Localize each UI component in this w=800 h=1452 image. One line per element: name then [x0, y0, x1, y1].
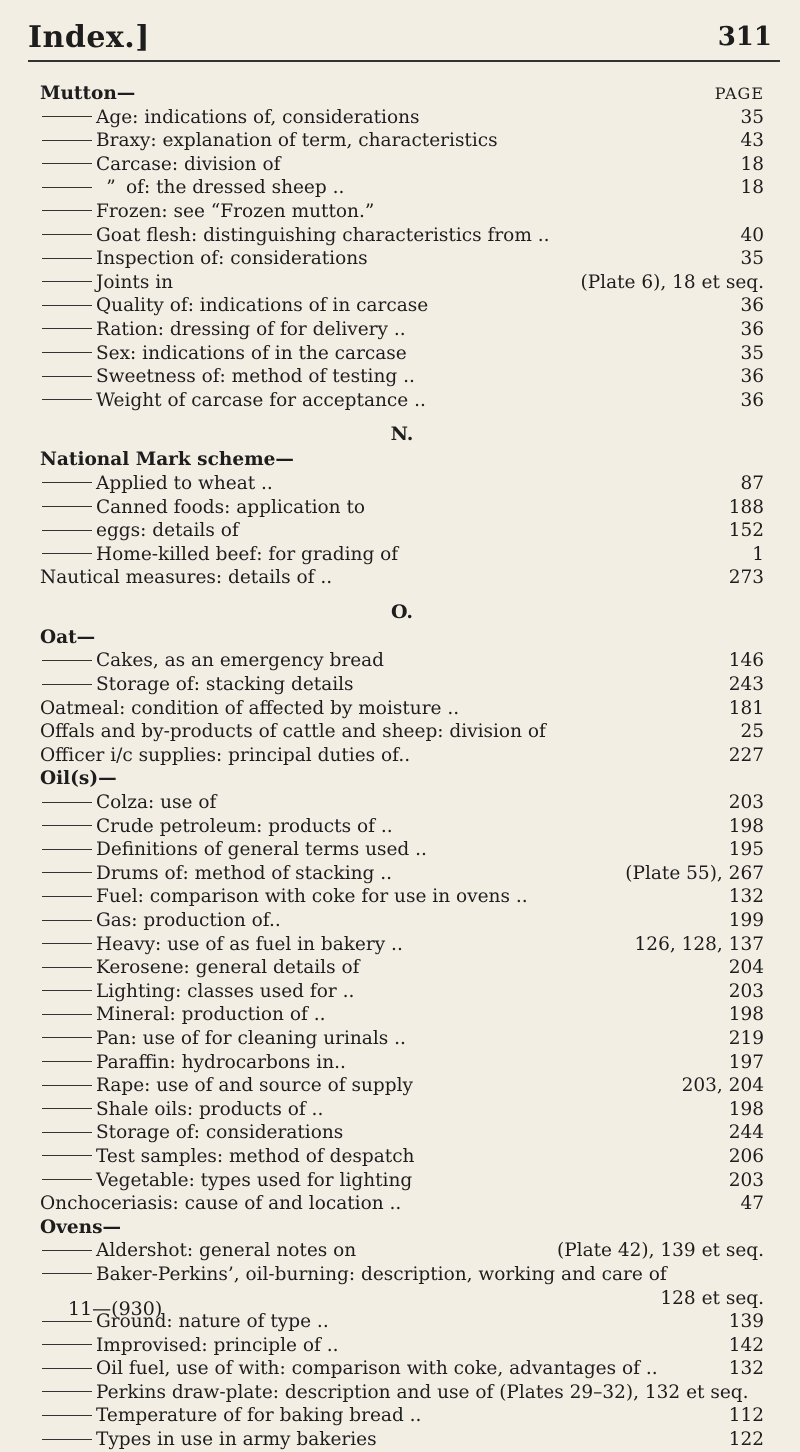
ditto-dash	[42, 990, 92, 991]
entry-page-ref: 25	[740, 721, 764, 743]
entry-text: of: the dressed sheep ..	[126, 177, 345, 199]
entry-page-ref: 188	[728, 496, 764, 518]
index-entry	[40, 1216, 764, 1240]
entry-page-ref: 35	[740, 342, 764, 364]
index-entry	[40, 697, 764, 721]
ditto-dash	[42, 802, 92, 803]
index-entry	[40, 129, 764, 153]
ditto-mark: ”	[106, 177, 116, 199]
ditto-dash	[42, 506, 92, 507]
index-entry	[40, 885, 764, 909]
index-entry	[40, 744, 764, 768]
entry-text: Aldershot: general notes on	[96, 1240, 357, 1262]
entry-text: Oil(s)—	[40, 768, 117, 790]
index-entry	[40, 909, 764, 933]
index-entry	[40, 1003, 764, 1027]
entry-text: Nautical measures: details of ..	[40, 567, 333, 589]
entry-text: Heavy: use of as fuel in bakery ..	[96, 933, 403, 955]
entry-text: eggs: details of	[96, 520, 239, 542]
ditto-dash	[42, 825, 92, 826]
ditto-dash	[42, 1061, 92, 1062]
ditto-dash	[42, 376, 92, 377]
entry-text: Shale oils: products of ..	[96, 1098, 324, 1120]
entry-text: Paraffin: hydrocarbons in..	[96, 1051, 346, 1073]
entry-page-ref: 87	[740, 472, 764, 494]
entry-text: Ovens—	[40, 1216, 122, 1238]
ditto-dash	[42, 660, 92, 661]
entry-text: Oatmeal: condition of affected by moisture ..	[40, 697, 460, 719]
entry-page-ref: 40	[740, 224, 764, 246]
entry-page-ref: 197	[728, 1051, 764, 1073]
entry-text: Inspection of: considerations	[96, 248, 368, 270]
entry-text: Goat flesh: distinguishing characteristics from ..	[96, 224, 550, 246]
printer-signature: 11—(930)	[68, 1298, 163, 1320]
index-entry	[40, 294, 764, 318]
ditto-dash	[42, 163, 92, 164]
entry-page-ref: 203	[728, 980, 764, 1002]
entry-text: Cakes, as an emergency bread	[96, 650, 385, 672]
index-entry	[40, 1263, 764, 1287]
ditto-dash	[42, 140, 92, 141]
ditto-dash	[42, 896, 92, 897]
index-entry	[40, 106, 764, 130]
ditto-dash	[42, 187, 92, 188]
ditto-dash	[42, 305, 92, 306]
index-entry	[40, 791, 764, 815]
index-entry	[40, 862, 764, 886]
entry-text: Colza: use of	[96, 792, 217, 814]
entry-text: Offals and by-products of cattle and sheep: division of	[40, 721, 546, 743]
entry-text: Crude petroleum: products of ..	[96, 815, 393, 837]
index-entry	[40, 365, 764, 389]
index-entry	[40, 200, 764, 224]
ditto-dash	[42, 872, 92, 873]
ditto-dash	[42, 328, 92, 329]
entry-text: Test samples: method of despatch	[96, 1145, 415, 1167]
ditto-dash	[42, 1439, 92, 1440]
entry-page-ref: 198	[728, 815, 764, 837]
ditto-dash	[42, 1368, 92, 1369]
ditto-dash	[42, 482, 92, 483]
index-entry	[40, 448, 764, 472]
entry-text: Storage of: considerations	[96, 1122, 344, 1144]
entry-page-ref: 35	[740, 106, 764, 128]
entry-text: Kerosene: general details of	[96, 957, 360, 979]
entry-text: Baker-Perkins’, oil-burning: description, working and care of	[96, 1263, 667, 1285]
index-entry	[40, 1404, 764, 1428]
entry-page-ref: (Plate 55), 267	[625, 862, 764, 884]
entry-page-ref: 243	[728, 674, 764, 696]
entry-page-ref: 152	[728, 520, 764, 542]
index-entry	[40, 980, 764, 1004]
entry-text: Braxy: explanation of term, characteristics	[96, 130, 498, 152]
ditto-dash	[42, 967, 92, 968]
ditto-dash	[42, 1037, 92, 1038]
ditto-dash	[42, 849, 92, 850]
index-entry	[40, 1027, 764, 1051]
entry-text: Mineral: production of ..	[96, 1004, 326, 1026]
entry-page-ref: 18	[740, 177, 764, 199]
ditto-dash	[42, 1321, 92, 1322]
ditto-dash	[42, 1155, 92, 1156]
index-entry	[40, 1121, 764, 1145]
entry-text: Sweetness of: method of testing ..	[96, 366, 415, 388]
entry-text: Storage of: stacking details	[96, 674, 354, 696]
entry-text: Fuel: comparison with coke for use in ovens ..	[96, 886, 528, 908]
index-content	[40, 82, 764, 1452]
ditto-dash	[42, 1344, 92, 1345]
entry-text: Weight of carcase for acceptance ..	[96, 389, 426, 411]
entry-text: Applied to wheat ..	[96, 472, 273, 494]
index-entry	[40, 1169, 764, 1193]
index-entry	[40, 1074, 764, 1098]
section-letter: O.	[390, 600, 414, 623]
entry-page-ref: 139	[728, 1311, 764, 1333]
ditto-dash	[42, 1108, 92, 1109]
index-entry	[40, 956, 764, 980]
entry-text: Age: indications of, considerations	[96, 106, 420, 128]
entry-text: Joints in	[96, 271, 174, 293]
ditto-dash	[42, 1273, 92, 1274]
ditto-dash	[42, 210, 92, 211]
ditto-dash	[42, 943, 92, 944]
index-entry	[40, 271, 764, 295]
entry-text: Perkins draw-plate: description and use of (Plates 29–32), 132 et seq.	[96, 1381, 749, 1403]
entry-text: National Mark scheme—	[40, 449, 294, 471]
ditto-dash	[42, 281, 92, 282]
entry-page-ref: 122	[728, 1429, 764, 1451]
entry-text: Pan: use of for cleaning urinals ..	[96, 1027, 406, 1049]
ditto-dash	[42, 1391, 92, 1392]
entry-page-ref: 206	[728, 1145, 764, 1167]
entry-page-ref: 43	[740, 130, 764, 152]
index-entry	[40, 389, 764, 413]
entry-text: Gas: production of..	[96, 910, 281, 931]
index-entry	[40, 1357, 764, 1381]
ditto-dash	[42, 352, 92, 353]
index-entry	[40, 838, 764, 862]
entry-text: Oil fuel, use of with: comparison with coke, advantages of ..	[96, 1358, 658, 1380]
index-entry	[40, 543, 764, 567]
header-rule	[28, 60, 780, 62]
section-letter: N.	[390, 423, 414, 446]
running-title: Index.]	[28, 20, 150, 55]
entry-page-ref: 112	[728, 1405, 764, 1427]
entry-page-ref: 142	[728, 1334, 764, 1356]
page-column-label: PAGE	[714, 84, 764, 103]
entry-page-ref: 219	[728, 1027, 764, 1049]
ditto-dash	[42, 1085, 92, 1086]
index-entry	[40, 1239, 764, 1263]
entry-page-ref: 132	[728, 886, 764, 908]
entry-text: Types in use in army bakeries	[96, 1429, 377, 1451]
ditto-dash	[42, 553, 92, 554]
index-entry	[40, 1051, 764, 1075]
entry-page-ref: 203	[728, 792, 764, 814]
index-entry	[40, 496, 764, 520]
entry-text: Frozen: see “Frozen mutton.”	[96, 200, 375, 222]
ditto-dash	[42, 399, 92, 400]
entry-page-ref: 128 et seq.	[660, 1287, 764, 1309]
entry-text: Drums of: method of stacking ..	[96, 862, 393, 884]
index-entry	[40, 247, 764, 271]
entry-page-ref: 36	[740, 366, 764, 388]
entry-text: Officer i/c supplies: principal duties of..	[40, 744, 411, 766]
index-entry	[40, 519, 764, 543]
entry-page-ref: 273	[728, 567, 764, 589]
entry-text: Mutton—	[40, 83, 136, 104]
entry-text: Definitions of general terms used ..	[96, 839, 427, 861]
ditto-dash	[42, 234, 92, 235]
entry-text: Ground: nature of type ..	[96, 1311, 329, 1333]
entry-page-ref: 203	[728, 1169, 764, 1191]
entry-page-ref: 198	[728, 1004, 764, 1026]
entry-text: Quality of: indications of in carcase	[96, 295, 429, 317]
entry-text: Home-killed beef: for grading of	[96, 543, 399, 565]
entry-text: Temperature of for baking bread ..	[96, 1405, 422, 1427]
entry-page-ref: 36	[740, 389, 764, 411]
entry-text: Improvised: principle of ..	[96, 1334, 339, 1356]
entry-page-ref: 198	[728, 1098, 764, 1120]
ditto-dash	[42, 1132, 92, 1133]
index-entry	[40, 1145, 764, 1169]
entry-page-ref: 47	[740, 1193, 764, 1215]
index-entry	[40, 720, 764, 744]
entry-page-ref: 146	[728, 650, 764, 672]
index-entry	[40, 153, 764, 177]
entry-text: Sex: indications of in the carcase	[96, 342, 407, 364]
index-entry	[40, 318, 764, 342]
index-entry	[40, 1098, 764, 1122]
index-entry	[40, 649, 764, 673]
ditto-dash	[42, 1179, 92, 1180]
index-entry	[40, 1381, 764, 1405]
index-entry	[40, 815, 764, 839]
index-entry	[40, 767, 764, 791]
entry-page-ref: 199	[728, 910, 764, 931]
ditto-dash	[42, 116, 92, 117]
entry-text: Canned foods: application to	[96, 496, 366, 518]
entry-page-ref: 35	[740, 248, 764, 270]
page-number: 311	[717, 22, 772, 52]
page-header	[28, 14, 772, 54]
entry-page-ref: 18	[740, 153, 764, 175]
index-entry	[40, 933, 764, 957]
index-entry	[40, 1192, 764, 1216]
entry-page-ref: 36	[740, 318, 764, 340]
entry-text: Oat—	[40, 626, 96, 648]
entry-page-ref: (Plate 42), 139 et seq.	[556, 1240, 764, 1262]
entry-page-ref: 195	[728, 839, 764, 861]
ditto-dash	[42, 1250, 92, 1251]
ditto-dash	[42, 684, 92, 685]
entry-page-ref: 204	[728, 957, 764, 979]
entry-text: Carcase: division of	[96, 153, 281, 175]
index-entry	[40, 1334, 764, 1358]
ditto-dash	[42, 1014, 92, 1015]
entry-text: Ration: dressing of for delivery ..	[96, 318, 406, 340]
entry-text: Onchoceriasis: cause of and location ..	[40, 1193, 402, 1215]
entry-page-ref: 36	[740, 295, 764, 317]
index-entry	[40, 673, 764, 697]
entry-page-ref: 126, 128, 137	[634, 933, 764, 955]
entry-text: Lighting: classes used for ..	[96, 980, 355, 1002]
entry-page-ref: (Plate 6), 18 et seq.	[580, 271, 764, 293]
entry-page-ref: 203, 204	[681, 1075, 764, 1097]
index-entry	[40, 472, 764, 496]
index-entry	[40, 176, 764, 200]
index-entry	[40, 224, 764, 248]
index-entry	[40, 1428, 764, 1452]
index-entry	[40, 626, 764, 650]
ditto-dash	[42, 258, 92, 259]
entry-page-ref: 244	[728, 1122, 764, 1144]
index-entry	[40, 82, 764, 106]
ditto-dash	[42, 1415, 92, 1416]
index-entry	[40, 342, 764, 366]
entry-text: Rape: use of and source of supply	[96, 1075, 413, 1097]
entry-page-ref: 1	[752, 543, 764, 565]
ditto-dash	[42, 920, 92, 921]
ditto-dash	[42, 530, 92, 531]
entry-page-ref: 181	[728, 697, 764, 719]
entry-text: Vegetable: types used for lighting	[96, 1169, 413, 1191]
entry-page-ref: 132	[728, 1358, 764, 1380]
index-entry	[40, 566, 764, 590]
entry-page-ref: 227	[728, 744, 764, 766]
